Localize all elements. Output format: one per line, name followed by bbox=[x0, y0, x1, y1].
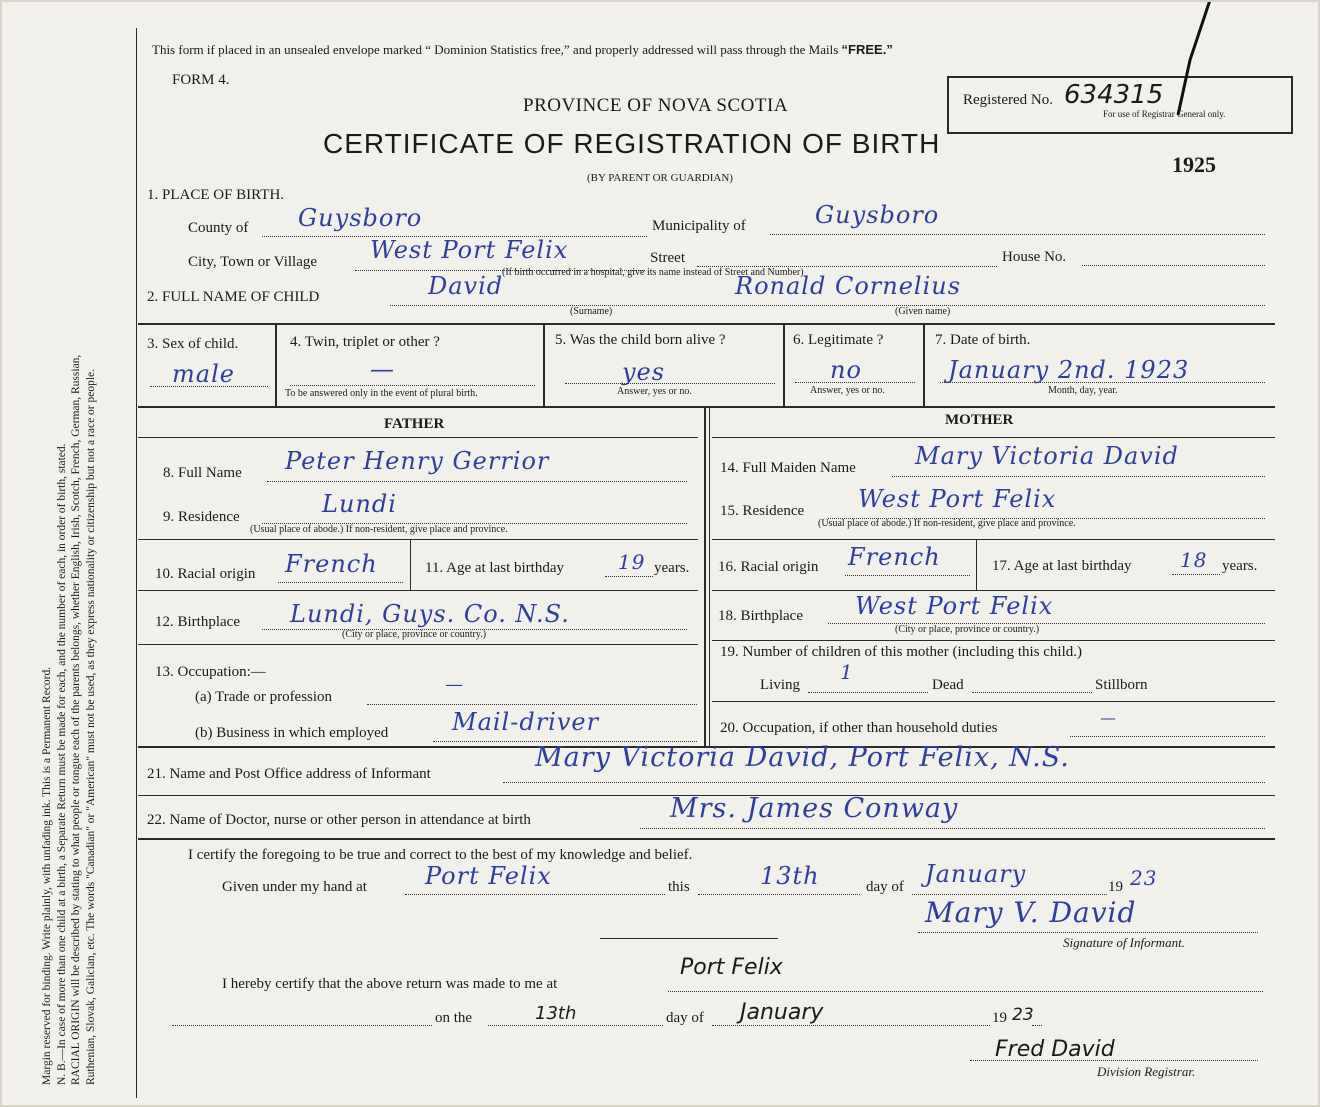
this-label: this bbox=[668, 879, 690, 895]
place-of-birth-heading: 1. PLACE OF BIRTH. bbox=[147, 187, 285, 203]
given-year-prefix: 19 bbox=[1108, 879, 1123, 895]
registration-year: 1925 bbox=[1172, 152, 1216, 177]
child-given-name: Ronald Cornelius bbox=[735, 272, 962, 300]
given-month: January bbox=[925, 860, 1027, 888]
registrar-signature: Fred David bbox=[995, 1037, 1115, 1062]
father-racial: French bbox=[285, 550, 378, 578]
mother-children-label: 19. Number of children of this mother (including this child.) bbox=[720, 644, 1083, 660]
margin-note-1: Margin reserved for binding. Write plainly, with unfading ink. This is a Permanent Record. bbox=[41, 666, 53, 1085]
house-no-label: House No. bbox=[1002, 249, 1067, 265]
county-value: Guysboro bbox=[298, 204, 423, 232]
mother-racial-label: 16. Racial origin bbox=[718, 559, 819, 575]
given-day: 13th bbox=[760, 862, 820, 890]
mother-name-label: 14. Full Maiden Name bbox=[720, 460, 856, 476]
dob-value: January 2nd. 1923 bbox=[948, 356, 1190, 384]
father-heading: FATHER bbox=[384, 416, 445, 432]
registrar-general-note: For use of Registrar General only. bbox=[1103, 109, 1226, 119]
top-note: This form if placed in an unsealed envelope marked “ Dominion Statistics free,” and properly addressed will pass through the Mails “FREE.” bbox=[152, 42, 893, 57]
mother-living-label: Living bbox=[760, 677, 800, 693]
sex-value: male bbox=[172, 360, 235, 388]
legitimate-label: 6. Legitimate ? bbox=[793, 332, 884, 348]
father-business-label: (b) Business in which employed bbox=[195, 725, 389, 741]
legitimate-value: no bbox=[830, 356, 862, 384]
page-subtitle: (BY PARENT OR GUARDIAN) bbox=[587, 172, 733, 184]
on-the-label: on the bbox=[435, 1010, 473, 1026]
twin-value: — bbox=[370, 355, 395, 383]
municipality-value: Guysboro bbox=[815, 201, 940, 229]
given-year: 23 bbox=[1130, 866, 1158, 890]
mother-residence: West Port Felix bbox=[858, 485, 1057, 513]
registrar-year-prefix: 19 bbox=[992, 1010, 1007, 1026]
form-number: FORM 4. bbox=[172, 72, 230, 88]
father-name-label: 8. Full Name bbox=[163, 465, 242, 481]
registrar-place: Port Felix bbox=[680, 955, 783, 980]
father-trade: — bbox=[445, 674, 464, 695]
registered-no-label: Registered No. bbox=[963, 92, 1053, 108]
alive-note: Answer, yes or no. bbox=[617, 386, 692, 397]
mother-name: Mary Victoria David bbox=[915, 442, 1179, 470]
father-residence-note: (Usual place of abode.) If non-resident, give place and province. bbox=[250, 524, 508, 535]
twin-label: 4. Twin, triplet or other ? bbox=[290, 334, 440, 350]
attendant-label: 22. Name of Doctor, nurse or other person in attendance at birth bbox=[147, 812, 531, 828]
father-racial-label: 10. Racial origin bbox=[155, 566, 256, 582]
given-under-label: Given under my hand at bbox=[222, 879, 367, 895]
mother-dead-label: Dead bbox=[932, 677, 964, 693]
mother-residence-label: 15. Residence bbox=[720, 503, 805, 519]
city-value: West Port Felix bbox=[370, 236, 569, 264]
page-title: CERTIFICATE OF REGISTRATION OF BIRTH bbox=[323, 128, 941, 159]
day-of-label: day of bbox=[866, 879, 904, 895]
sex-label: 3. Sex of child. bbox=[147, 336, 239, 352]
hospital-note: (If birth occurred in a hospital, give its name instead of Street and Number) bbox=[502, 267, 804, 278]
child-name-label: 2. FULL NAME OF CHILD bbox=[147, 289, 320, 305]
registrar-day-of-label: day of bbox=[666, 1010, 704, 1026]
father-business: Mail-driver bbox=[452, 708, 600, 736]
street-label: Street bbox=[650, 250, 685, 266]
father-name: Peter Henry Gerrior bbox=[285, 447, 550, 475]
margin-note-2: N. B.—In case of more than one child at a birth, a Separate Return must be made for each, and the number of each, in order of birth, stated. bbox=[55, 443, 68, 1085]
mother-birthplace-label: 18. Birthplace bbox=[718, 608, 803, 624]
informant-label: 21. Name and Post Office address of Informant bbox=[147, 766, 431, 782]
municipality-label: Municipality of bbox=[652, 218, 746, 234]
registrar-certify-statement: I hereby certify that the above return was made to me at bbox=[222, 976, 558, 992]
mother-racial: French bbox=[848, 543, 941, 571]
county-label: County of bbox=[188, 220, 249, 236]
mother-occupation-label: 20. Occupation, if other than household duties bbox=[720, 720, 998, 736]
mother-birthplace-note: (City or place, province or country.) bbox=[895, 624, 1040, 635]
registrar-month: January bbox=[740, 1000, 824, 1025]
father-occupation-label: 13. Occupation:— bbox=[155, 664, 266, 680]
informant-value: Mary Victoria David, Port Felix, N.S. bbox=[535, 742, 1070, 773]
child-surname: David bbox=[428, 272, 504, 300]
given-place: Port Felix bbox=[425, 862, 552, 890]
attendant-value: Mrs. James Conway bbox=[670, 793, 959, 824]
province-heading: PROVINCE OF NOVA SCOTIA bbox=[523, 95, 789, 116]
father-birthplace-note: (City or place, province or country.) bbox=[342, 629, 487, 640]
registrar-year: 23 bbox=[1012, 1005, 1034, 1025]
mother-living: 1 bbox=[840, 660, 854, 684]
father-years: years. bbox=[654, 560, 690, 576]
mother-stillborn-label: Stillborn bbox=[1095, 677, 1148, 693]
margin-note-4: Ruthenian, Slovak, Galician, etc. The words "Canadian" or "American" must not be used, as they express nationality or citizenship but not a race or people. bbox=[84, 368, 97, 1085]
father-age: 19 bbox=[618, 550, 646, 574]
alive-label: 5. Was the child born alive ? bbox=[555, 332, 726, 348]
father-age-label: 11. Age at last birthday bbox=[425, 560, 564, 576]
mother-years: years. bbox=[1222, 558, 1258, 574]
registrar-signature-label: Division Registrar. bbox=[1097, 1064, 1196, 1079]
mother-residence-note: (Usual place of abode.) If non-resident, give place and province. bbox=[818, 518, 1076, 529]
father-residence: Lundi bbox=[322, 490, 397, 518]
dob-note: Month, day, year. bbox=[1048, 385, 1118, 396]
mother-heading: MOTHER bbox=[945, 412, 1014, 428]
city-label: City, Town or Village bbox=[188, 254, 318, 270]
legitimate-note: Answer, yes or no. bbox=[810, 385, 885, 396]
father-birthplace-label: 12. Birthplace bbox=[155, 614, 240, 630]
father-residence-label: 9. Residence bbox=[163, 509, 240, 525]
margin-note-3: RACIAL ORIGIN will be described by stating to what people or tongue each of the parents belongs, whether English, Irish, Scotch, French, German, Russian, bbox=[70, 354, 82, 1085]
mother-age: 18 bbox=[1180, 548, 1208, 572]
surname-note: (Surname) bbox=[570, 306, 613, 317]
certify-statement: I certify the foregoing to be true and correct to the best of my knowledge and belief. bbox=[188, 847, 693, 863]
father-birthplace: Lundi, Guys. Co. N.S. bbox=[290, 600, 570, 628]
alive-value: yes bbox=[622, 358, 666, 386]
registrar-day: 13th bbox=[535, 1003, 577, 1024]
given-name-note: (Given name) bbox=[895, 306, 951, 317]
mother-birthplace: West Port Felix bbox=[855, 592, 1054, 620]
dob-label: 7. Date of birth. bbox=[935, 332, 1031, 348]
informant-signature: Mary V. David bbox=[925, 896, 1137, 929]
mother-occupation: — bbox=[1100, 708, 1117, 727]
registered-no-value: 634315 bbox=[1064, 80, 1164, 110]
twin-note: To be answered only in the event of plural birth. bbox=[285, 388, 478, 399]
mother-age-label: 17. Age at last birthday bbox=[992, 558, 1132, 574]
father-trade-label: (a) Trade or profession bbox=[195, 689, 333, 705]
informant-signature-label: Signature of Informant. bbox=[1063, 935, 1185, 950]
